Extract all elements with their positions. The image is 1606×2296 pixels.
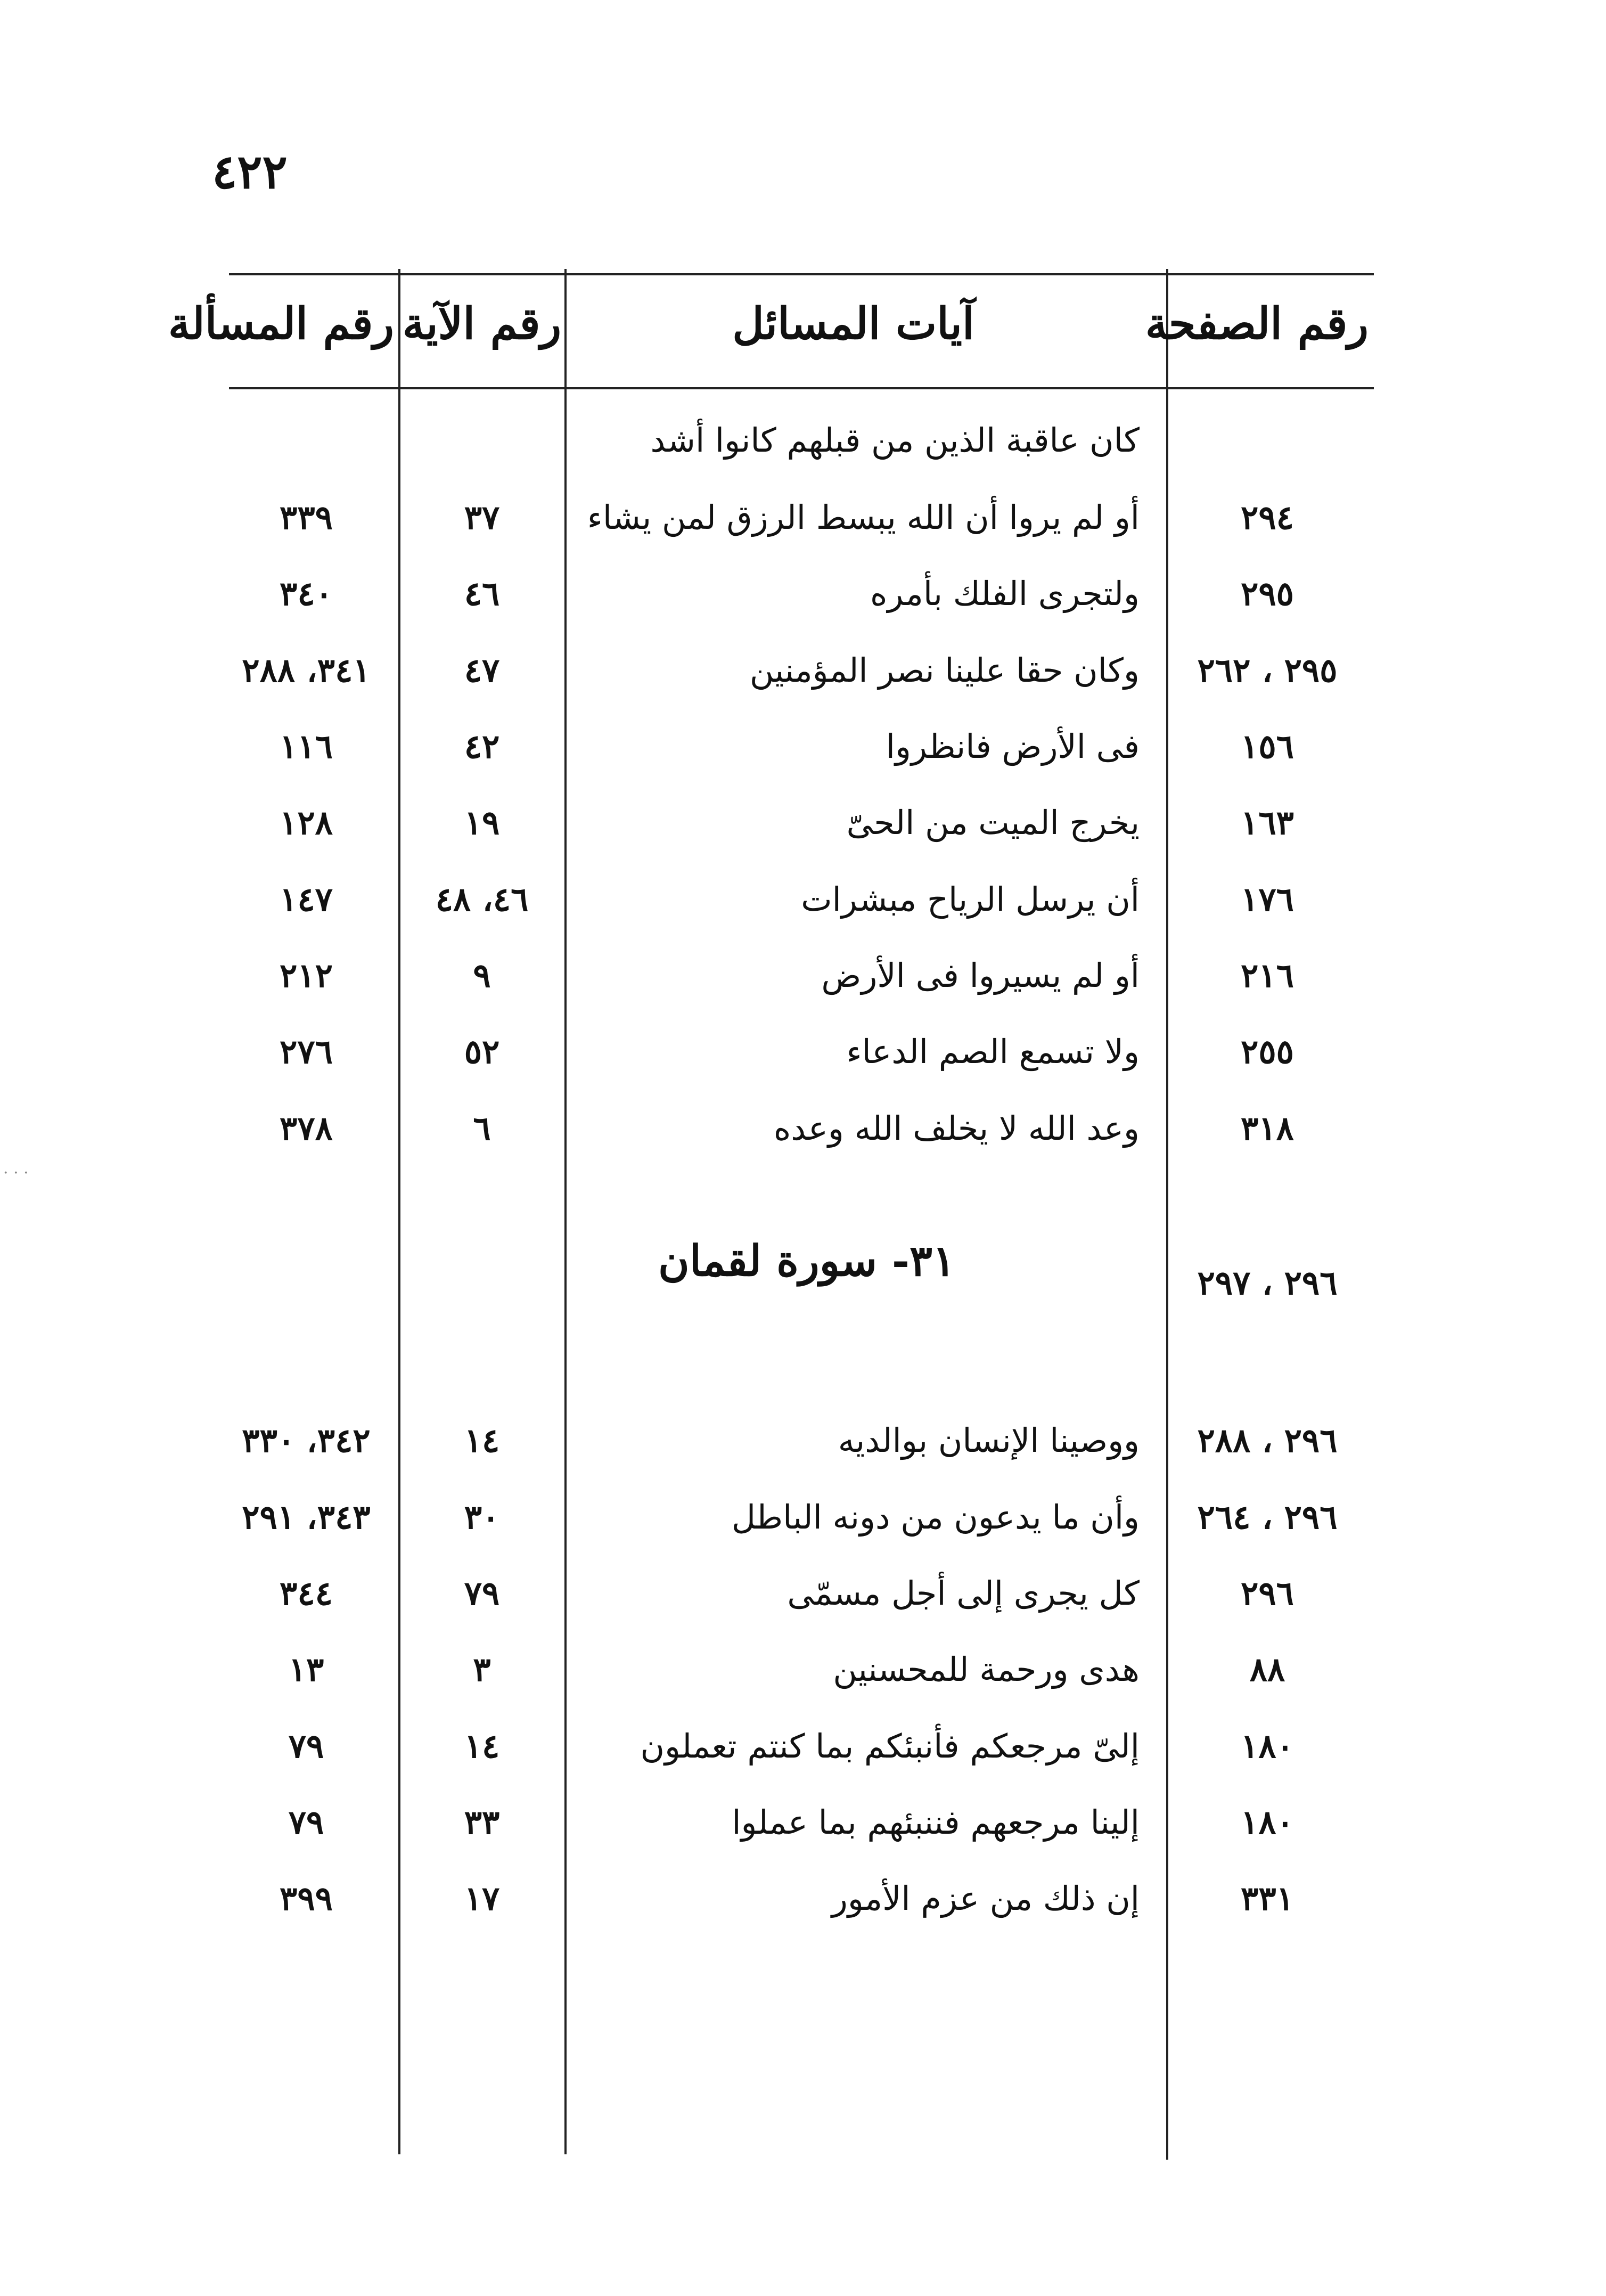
verse-cell: وأن ما يدعون من دونه الباطل bbox=[731, 1498, 1140, 1537]
continuation-line: كان عاقبة الذين من قبلهم كانوا أشد bbox=[650, 421, 1140, 460]
ayah-cell: ٤٧ bbox=[464, 651, 500, 690]
masala-cell: ٣٩٩ bbox=[280, 1879, 333, 1918]
masala-cell: ٣٤٢، ٣٣٠ bbox=[242, 1421, 371, 1460]
masala-cell: ٧٩ bbox=[288, 1803, 324, 1842]
page-cell: ٢٥٥ bbox=[1241, 1032, 1294, 1071]
column-divider-page bbox=[1166, 269, 1168, 2160]
verse-cell: إلىّ مرجعكم فأنبئكم بما كنتم تعملون bbox=[640, 1727, 1140, 1766]
ayah-cell: ٥٢ bbox=[464, 1032, 500, 1071]
ayah-cell: ٤٦ bbox=[464, 574, 500, 613]
verse-cell: وعد الله لا يخلف الله وعده bbox=[773, 1109, 1140, 1148]
masala-cell: ٣٤٣، ٢٩١ bbox=[242, 1498, 371, 1537]
ayah-cell: ٧٩ bbox=[464, 1574, 500, 1613]
page-cell: ٢١٦ bbox=[1241, 956, 1294, 995]
ayah-cell: ٩ bbox=[473, 956, 491, 995]
header-ayah-number: رقم الآية bbox=[402, 298, 562, 349]
verse-cell: وكان حقا علينا نصر المؤمنين bbox=[749, 651, 1140, 690]
ayah-cell: ١٧ bbox=[464, 1879, 500, 1918]
masala-cell: ١٣ bbox=[288, 1650, 324, 1689]
verse-cell: ووصينا الإنسان بوالديه bbox=[838, 1421, 1140, 1460]
ayah-cell: ٣٣ bbox=[464, 1803, 500, 1842]
page-cell: ٢٩٦ ، ٢٨٨ bbox=[1197, 1421, 1338, 1460]
ayah-cell: ٣ bbox=[473, 1650, 491, 1689]
masala-cell: ٣٣٩ bbox=[280, 498, 333, 537]
verse-cell: فى الأرض فانظروا bbox=[886, 727, 1140, 766]
page-cell: ٣٣١ bbox=[1241, 1879, 1294, 1918]
page-cell: ٢٩٥ bbox=[1241, 574, 1294, 613]
masala-cell: ٧٩ bbox=[288, 1727, 324, 1766]
verse-cell: إن ذلك من عزم الأمور bbox=[831, 1879, 1140, 1918]
column-divider-ayah bbox=[398, 269, 400, 2154]
masala-cell: ١١٦ bbox=[280, 727, 333, 766]
ayah-cell: ٤٦، ٤٨ bbox=[435, 880, 529, 919]
ayah-cell: ١٩ bbox=[464, 803, 500, 842]
page-cell: ١٨٠ bbox=[1241, 1803, 1294, 1842]
page-cell: ١٦٣ bbox=[1241, 803, 1294, 842]
verse-cell: هدى ورحمة للمحسنين bbox=[833, 1650, 1140, 1689]
page-cell: ١٧٦ bbox=[1241, 880, 1294, 919]
verse-cell: كل يجرى إلى أجل مسمّى bbox=[787, 1574, 1140, 1613]
column-divider-text bbox=[564, 269, 567, 2154]
masala-cell: ٢٧٦ bbox=[280, 1032, 333, 1071]
masala-cell: ٣٧٨ bbox=[280, 1109, 333, 1148]
header-verses: آيات المسائل bbox=[732, 298, 974, 349]
page-cell: ٢٩٦ bbox=[1241, 1574, 1294, 1613]
table-top-rule bbox=[229, 273, 1374, 275]
masala-cell: ٣٤٤ bbox=[280, 1574, 333, 1613]
verse-cell: أو لم يروا أن الله يبسط الرزق لمن يشاء bbox=[587, 498, 1140, 537]
masala-cell: ٣٤٠ bbox=[280, 574, 333, 613]
ayah-cell: ٣٠ bbox=[464, 1498, 500, 1537]
page-cell: ١٥٦ bbox=[1241, 727, 1294, 766]
ayah-cell: ٤٢ bbox=[464, 727, 500, 766]
table-header-rule bbox=[229, 387, 1374, 389]
ayah-cell: ٣٧ bbox=[464, 498, 500, 537]
page-cell: ٢٩٥ ، ٢٦٢ bbox=[1197, 651, 1338, 690]
surah-page-cell: ٢٩٦ ، ٢٩٧ bbox=[1197, 1263, 1338, 1302]
verse-cell: إلينا مرجعهم فننبئهم بما عملوا bbox=[732, 1803, 1140, 1842]
page-cell: ٨٨ bbox=[1249, 1650, 1285, 1689]
page-number: ٤٢٢ bbox=[212, 144, 288, 199]
ayah-cell: ١٤ bbox=[464, 1727, 500, 1766]
masala-cell: ١٢٨ bbox=[280, 803, 333, 842]
masala-cell: ١٤٧ bbox=[280, 880, 333, 919]
verse-cell: ولتجرى الفلك بأمره bbox=[870, 574, 1140, 613]
verse-cell: ولا تسمع الصم الدعاء bbox=[846, 1032, 1140, 1071]
margin-scan-mark: · · · bbox=[3, 1164, 29, 1182]
surah-heading: ٣١- سورة لقمان bbox=[658, 1236, 955, 1286]
page-cell: ٣١٨ bbox=[1241, 1109, 1294, 1148]
verse-cell: أو لم يسيروا فى الأرض bbox=[821, 956, 1140, 995]
header-page-number: رقم الصفحة bbox=[1145, 298, 1369, 349]
page-cell: ٢٩٦ ، ٢٦٤ bbox=[1197, 1498, 1338, 1537]
page-cell: ١٨٠ bbox=[1241, 1727, 1294, 1766]
masala-cell: ٣٤١، ٢٨٨ bbox=[242, 651, 371, 690]
verse-cell: يخرج الميت من الحىّ bbox=[846, 803, 1140, 842]
verse-cell: أن يرسل الرياح مبشرات bbox=[801, 880, 1140, 919]
masala-cell: ٢١٢ bbox=[280, 956, 333, 995]
header-masala-number: رقم المسألة bbox=[168, 298, 394, 349]
ayah-cell: ٦ bbox=[473, 1109, 491, 1148]
page-cell: ٢٩٤ bbox=[1241, 498, 1294, 537]
ayah-cell: ١٤ bbox=[464, 1421, 500, 1460]
